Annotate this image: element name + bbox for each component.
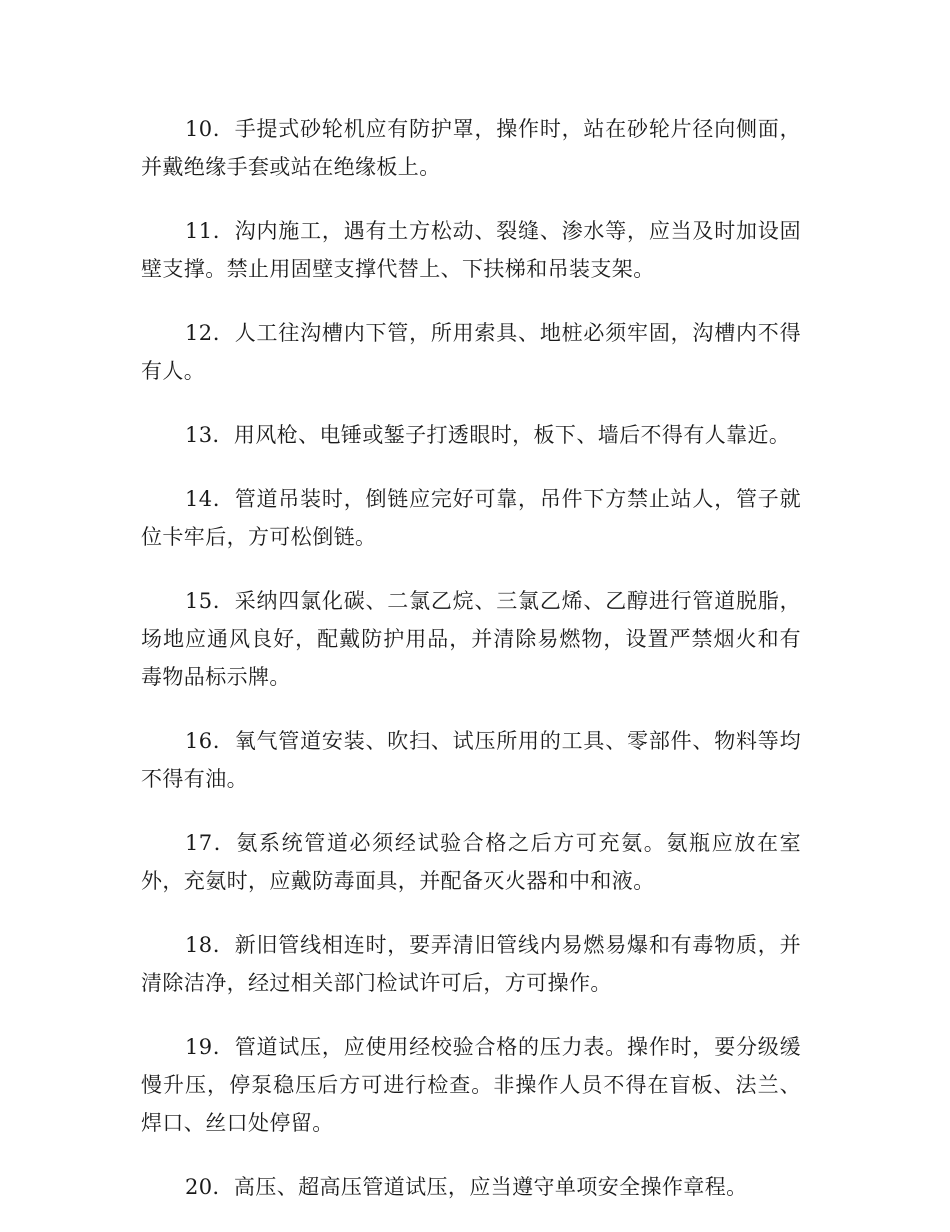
paragraph-item-14: 14．管道吊装时，倒链应完好可靠，吊件下方禁止站人，管子就位卡牢后，方可松倒链。 bbox=[141, 487, 801, 549]
paragraph-item-18: 18．新旧管线相连时，要弄清旧管线内易燃易爆和有毒物质，并清除洁净，经过相关部门检试许可后，方可操作。 bbox=[141, 933, 801, 995]
document-body bbox=[141, 110, 801, 1232]
paragraph-item-13: 13．用风枪、电锤或錾子打透眼时，板下、墙后不得有人靠近。 bbox=[185, 423, 791, 447]
paragraph-item-16: 16．氧气管道安装、吹扫、试压所用的工具、零部件、物料等均不得有油。 bbox=[141, 729, 801, 791]
paragraph-item-10: 10．手提式砂轮机应有防护罩，操作时，站在砂轮片径向侧面，并戴绝缘手套或站在绝缘板上。 bbox=[141, 117, 801, 179]
paragraph-item-15: 15．采纳四氯化碳、二氯乙烷、三氯乙烯、乙醇进行管道脱脂，场地应通风良好，配戴防护用品，并清除易燃物，设置严禁烟火和有毒物品标示牌。 bbox=[141, 589, 801, 689]
paragraph-item-20: 20．高压、超高压管道试压，应当遵守单项安全操作章程。 bbox=[185, 1175, 748, 1199]
paragraph-item-11: 11．沟内施工，遇有土方松动、裂缝、渗水等，应当及时加设固壁支撑。禁止用固壁支撑代替上、下扶梯和吊装支架。 bbox=[141, 219, 801, 281]
paragraph-item-19: 19．管道试压，应使用经校验合格的压力表。操作时，要分级缓慢升压，停泵稳压后方可进行检查。非操作人员不得在盲板、法兰、焊口、丝口处停留。 bbox=[141, 1035, 801, 1135]
paragraph-item-12: 12．人工往沟槽内下管，所用索具、地桩必须牢固，沟槽内不得有人。 bbox=[141, 321, 801, 383]
paragraph-item-17: 17．氨系统管道必须经试验合格之后方可充氨。氨瓶应放在室外，充氨时，应戴防毒面具，并配备灭火器和中和液。 bbox=[141, 831, 801, 893]
